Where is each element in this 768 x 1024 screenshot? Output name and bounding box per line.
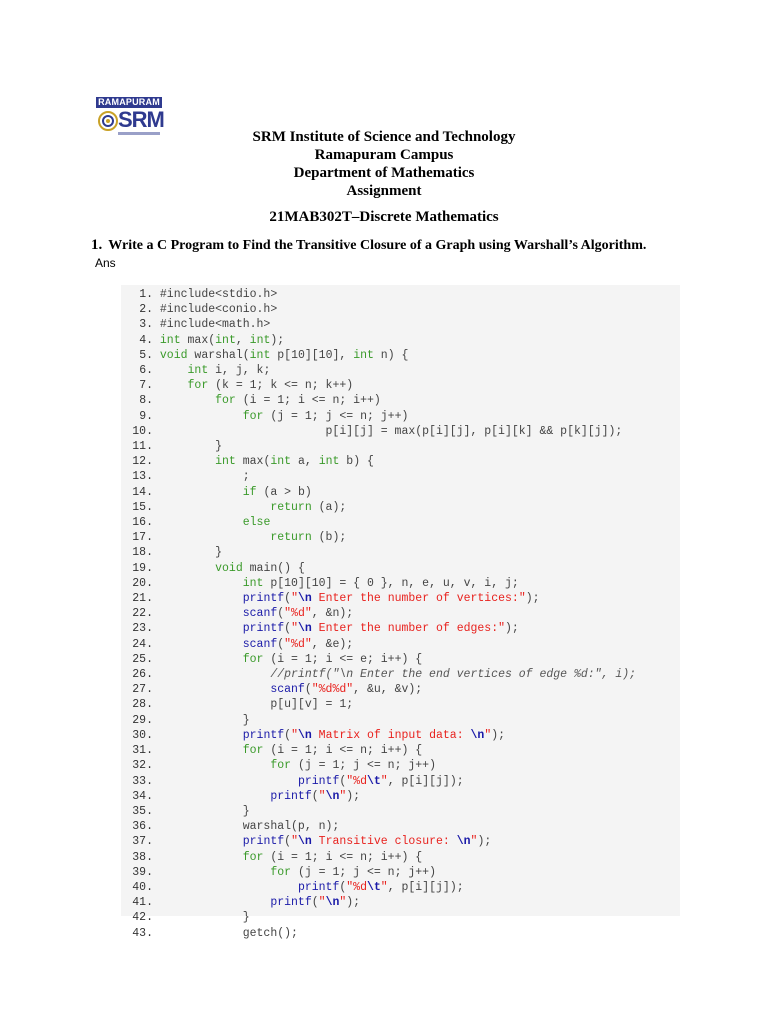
code-line: ; <box>159 470 250 484</box>
code-line: getch(); <box>159 926 298 940</box>
line-number: 27. <box>132 683 153 697</box>
code-line: for (k = 1; k <= n; k++) <box>187 379 354 393</box>
code-line: scanf("%d", &n); <box>242 607 354 621</box>
line-number: 5. <box>139 348 153 362</box>
code-line: return (b); <box>270 531 347 545</box>
code-line: printf("\n"); <box>270 896 361 910</box>
code-line: //printf("\n Enter the end vertices of edge %d:", i); <box>270 668 637 682</box>
line-number: 37. <box>132 835 153 849</box>
code-line: printf("\n Transitive closure: \n"); <box>242 835 492 849</box>
code-line: } <box>159 911 250 925</box>
code-line: int max(int, int); <box>159 333 285 347</box>
line-number: 17. <box>132 531 153 545</box>
code-line: printf("\n Enter the number of vertices:"); <box>242 592 540 606</box>
code-line: for (i = 1; i <= n; i++) { <box>242 850 423 864</box>
line-number: 19. <box>132 561 153 575</box>
document-header <box>0 128 768 200</box>
code-line: void main() { <box>215 561 305 575</box>
line-number: 28. <box>132 698 153 712</box>
code-line: return (a); <box>270 500 347 514</box>
course-title: 21MAB302T–Discrete Mathematics <box>269 209 499 225</box>
line-number: 3. <box>139 318 153 332</box>
code-line: for (i = 1; i <= n; i++) <box>215 394 381 408</box>
line-number: 30. <box>132 728 153 742</box>
question-number: 1. <box>91 237 103 253</box>
code-line: } <box>159 440 223 454</box>
code-line: else <box>242 516 271 530</box>
code-listing <box>127 287 636 941</box>
line-number: 23. <box>132 622 153 636</box>
line-number: 24. <box>132 637 153 651</box>
line-number: 26. <box>132 668 153 682</box>
line-number: 7. <box>139 379 153 393</box>
code-line: void warshal(int p[10][10], int n) { <box>159 348 409 362</box>
line-number: 20. <box>132 576 153 590</box>
code-line: if (a > b) <box>242 485 312 499</box>
line-number: 29. <box>132 713 153 727</box>
line-number: 34. <box>132 789 153 803</box>
line-number: 25. <box>132 652 153 666</box>
code-line: for (j = 1; j <= n; j++) <box>242 409 409 423</box>
line-number: 33. <box>132 774 153 788</box>
code-line: int p[10][10] = { 0 }, n, e, u, v, i, j; <box>242 576 519 590</box>
line-number: 4. <box>139 333 153 347</box>
code-line: #include<conio.h> <box>159 303 278 317</box>
line-number: 14. <box>132 485 153 499</box>
document-type: Assignment <box>346 183 422 199</box>
code-line: #include<stdio.h> <box>159 288 278 301</box>
code-line: printf("\n"); <box>270 789 361 803</box>
line-number: 39. <box>132 865 153 879</box>
code-line: printf("%d\t", p[i][j]); <box>297 774 464 788</box>
code-line: } <box>159 713 250 727</box>
code-line: for (i = 1; i <= n; i++) { <box>242 744 423 758</box>
line-number: 43. <box>132 926 153 940</box>
department-name: Department of Mathematics <box>293 165 475 181</box>
line-number: 15. <box>132 500 153 514</box>
line-number: 6. <box>139 364 153 378</box>
campus-name: Ramapuram Campus <box>314 147 454 163</box>
logo-wordmark: SRM <box>118 107 164 132</box>
institution-name: SRM Institute of Science and Technology <box>252 129 516 145</box>
code-line: scanf("%d%d", &u, &v); <box>270 683 423 697</box>
line-number: 16. <box>132 516 153 530</box>
code-line: p[i][j] = max(p[i][j], p[i][k] && p[k][j]); <box>159 424 623 438</box>
line-number: 21. <box>132 592 153 606</box>
code-line: scanf("%d", &e); <box>242 637 354 651</box>
answer-label: Ans <box>95 256 116 270</box>
code-line: printf("\n Matrix of input data: \n"); <box>242 728 506 742</box>
line-number: 11. <box>132 440 153 454</box>
code-line: printf("\n Enter the number of edges:"); <box>242 622 519 636</box>
code-line: #include<math.h> <box>159 318 271 332</box>
code-line: printf("%d\t", p[i][j]); <box>297 880 464 894</box>
code-line: warshal(p, n); <box>159 820 340 834</box>
line-number: 1. <box>139 288 153 301</box>
line-number: 2. <box>139 303 153 317</box>
line-number: 10. <box>132 424 153 438</box>
line-number: 40. <box>132 880 153 894</box>
line-number: 32. <box>132 759 153 773</box>
line-number: 8. <box>139 394 153 408</box>
question <box>91 237 646 254</box>
code-line: for (j = 1; j <= n; j++) <box>270 865 436 879</box>
line-number: 38. <box>132 850 153 864</box>
question-text: Write a C Program to Find the Transitive Closure of a Graph using Warshall’s Algorithm. <box>108 238 647 253</box>
code-line: p[u][v] = 1; <box>159 698 354 712</box>
line-number: 9. <box>139 409 153 423</box>
line-number: 18. <box>132 546 153 560</box>
logo-banner: RAMAPURAM <box>96 97 162 108</box>
line-number: 42. <box>132 911 153 925</box>
line-number: 22. <box>132 607 153 621</box>
line-number: 35. <box>132 804 153 818</box>
code-line: } <box>159 546 223 560</box>
line-number: 41. <box>132 896 153 910</box>
line-number: 36. <box>132 820 153 834</box>
code-line: int max(int a, int b) { <box>215 455 374 469</box>
code-line: int i, j, k; <box>187 364 271 378</box>
code-line: for (i = 1; i <= e; i++) { <box>242 652 423 666</box>
line-number: 12. <box>132 455 153 469</box>
code-line: for (j = 1; j <= n; j++) <box>270 759 436 773</box>
code-line: } <box>159 804 250 818</box>
line-number: 13. <box>132 470 153 484</box>
line-number: 31. <box>132 744 153 758</box>
